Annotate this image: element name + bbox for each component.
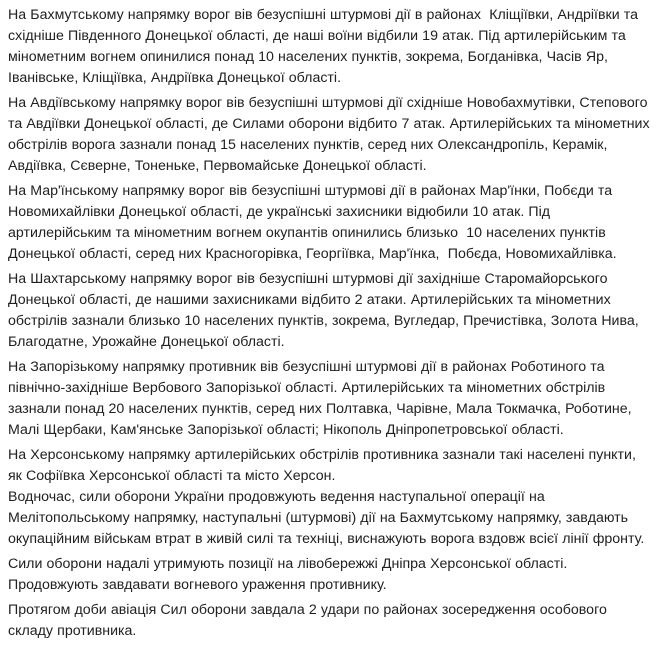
paragraph-shakhtarske-direction: На Шахтарському напрямку ворог вів безуспішні штурмові дії західніше Старомайорського Донецької області, де нашими захисниками відбито 2 атаки. Артилерійських та мінометних обстрілів зазнали близько 10 населених пунктів, зокрема, Вугледар, Пречистівка, Золота Нива, Благодатне, Урожайне Донецької області.: [8, 271, 643, 350]
paragraph-bakhmut-direction: На Бахмутському напрямку ворог вів безуспішні штурмові дії в районах Кліщіївки, Андріївки та східніше Південного Донецької області, де наші воїни відбили 19 атак. Під артилерійським та мінометним вогнем опинилися понад 10 населених пунктів, зокрема, Богданівка, Часів Яр, Іванівське, Кліщіївка, Андріївка Донецької області.: [8, 7, 643, 86]
paragraph-marinka-direction: На Мар'їнському напрямку ворог вів безуспішні штурмові дії в районах Мар'їнки, Побєди та Новомихайлівки Донецької області, де українські захисники відюбили 10 атак. Під артилерійським та мінометним вогнем окупантів опинились близько 10 населених пунктів Донецької області, серед них Красногорівка, Георгіївка, Мар'їнка, Побєда, Новомихайлівка.: [8, 183, 617, 262]
situation-report: [8, 5, 654, 642]
paragraph-aviation-strikes: Протягом доби авіація Сил оборони завдала 2 удари по районах зосередження особового складу противника.: [8, 602, 611, 639]
paragraph-avdiivka-direction: На Авдіївському напрямку ворог вів безуспішні штурмові дії східніше Новобахмутівки, Степового та Авдіївки Донецької області, де Силами оборони відбито 7 атак. Артилерійських та мінометних обстрілів ворога зазнали понад 15 населених пунктів, серед них Олександропіль, Керамік, Авдіївка, Сєверне, Тоненьке, Первомайське Донецької області.: [8, 95, 654, 174]
paragraph-zaporizhzhia-direction: На Запорізькому напрямку противник вів безуспішні штурмові дії в районах Роботиного та північно-західніше Вербового Запорізької області. Артилерійських та мінометних обстрілів зазнали понад 20 населених пунктів, серед них Полтавка, Чарівне, Мала Токмачка, Роботине, Малі Щербаки, Кам'янське Запорізької області; Нікополь Дніпропетровської області.: [8, 359, 636, 438]
paragraph-kherson-direction: На Херсонському напрямку артилерійських обстрілів противника зазнали такі населені пункти, як Софіївка Херсонської області та місто Херсон.: [8, 447, 641, 484]
paragraph-offensive-operation: Водночас, сили оборони України продовжують ведення наступальної операції на Мелітопольському напрямку, наступальні (штурмові) дії на Бахмутському напрямку, завдають окупаційним військам втрат в живій силі та техніці, виснажують ворога вздовж всієї лінії фронту.: [8, 489, 645, 547]
paragraph-dnipro-left-bank: Сили оборони надалі утримують позиції на лівобережжі Дніпра Херсонської області. Продовжують завдавати вогневого ураження противнику.: [8, 556, 572, 593]
